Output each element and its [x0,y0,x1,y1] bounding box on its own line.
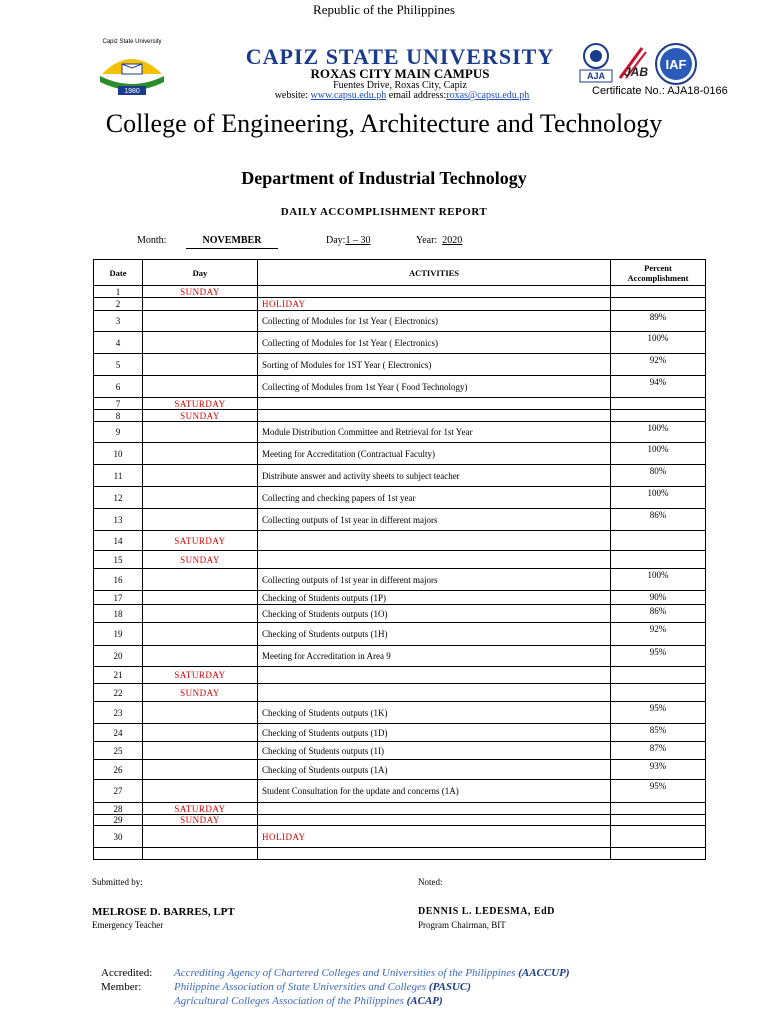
day-cell [143,760,258,780]
percent-cell: 100% [611,487,706,509]
day-cell [143,826,258,848]
campus-address: Fuentes Drive, Roxas City, Capiz [333,80,467,91]
day-cell [143,569,258,591]
university-seal-logo [96,34,168,96]
date-cell: 30 [94,826,143,848]
activity-cell: Collecting of Modules from 1st Year ( Food Technology) [258,376,611,398]
percent-cell: 85% [611,724,706,742]
activity-cell: Meeting for Accreditation in Area 9 [258,646,611,667]
table-header-row [94,260,706,286]
date-cell: 4 [94,332,143,354]
percent-cell [611,531,706,551]
table-row [94,702,706,724]
activity-cell [258,286,611,298]
table-row [94,848,706,860]
date-cell: 1 [94,286,143,298]
percent-cell: 95% [611,646,706,667]
percent-cell [611,815,706,826]
percent-cell: 89% [611,311,706,332]
activity-cell: Checking of Students outputs (1I) [258,742,611,760]
percent-cell [611,826,706,848]
day-cell [143,702,258,724]
day-cell: SUNDAY [143,551,258,569]
percent-cell: 87% [611,742,706,760]
table-row [94,623,706,646]
date-cell: 19 [94,623,143,646]
date-cell: 27 [94,780,143,803]
activity-cell [258,684,611,702]
activity-cell: Checking of Students outputs (1H) [258,623,611,646]
date-cell: 16 [94,569,143,591]
activity-cell: Checking of Students outputs (1D) [258,724,611,742]
date-cell: 20 [94,646,143,667]
day-cell: SUNDAY [143,815,258,826]
date-cell: 18 [94,605,143,623]
percent-cell: 100% [611,443,706,465]
day-cell [143,646,258,667]
activity-cell: HOLIDAY [258,298,611,311]
percent-cell: 90% [611,591,706,605]
date-cell: 23 [94,702,143,724]
activity-cell: Module Distribution Committee and Retrieval for 1st Year [258,422,611,443]
day-cell [143,465,258,487]
month-value: NOVEMBER [186,235,278,249]
date-cell: 14 [94,531,143,551]
affiliation-acap: Agricultural Colleges Association of the Philippines (ACAP) [174,995,443,1007]
table-row [94,591,706,605]
svg-text:AJA: AJA [586,71,606,81]
date-cell: 28 [94,803,143,815]
activity-cell [258,531,611,551]
percent-cell: 95% [611,702,706,724]
day-cell [143,332,258,354]
day-cell: SUNDAY [143,410,258,422]
activity-cell [258,410,611,422]
header-date: Date [94,260,143,286]
member-label: Member: [101,981,142,993]
activity-cell: Collecting outputs of 1st year in different majors [258,509,611,531]
day-cell: SATURDAY [143,803,258,815]
svg-text:1980: 1980 [124,88,140,95]
contact-line [222,90,582,101]
submitter-role: Emergency Teacher [92,920,164,930]
activity-cell: Checking of Students outputs (1O) [258,605,611,623]
date-cell: 25 [94,742,143,760]
table-row [94,509,706,531]
table-row [94,332,706,354]
day-cell [143,422,258,443]
activity-cell: Collecting of Modules for 1st Year ( Electronics) [258,311,611,332]
table-row [94,376,706,398]
noter-name: DENNIS L. LEDESMA, EdD [418,906,555,917]
activity-cell: Checking of Students outputs (1A) [258,760,611,780]
day-cell [143,443,258,465]
aja-logo [576,42,616,84]
day-cell [143,509,258,531]
percent-cell: 80% [611,465,706,487]
table-row [94,465,706,487]
svg-text:JAB: JAB [623,65,649,79]
activity-cell: Meeting for Accreditation (Contractual Faculty) [258,443,611,465]
percent-cell: 86% [611,605,706,623]
day-cell [143,311,258,332]
activity-cell [258,551,611,569]
table-row [94,724,706,742]
date-cell: 11 [94,465,143,487]
activity-cell: Sorting of Modules for 1ST Year ( Electronics) [258,354,611,376]
percent-cell: 100% [611,422,706,443]
table-row [94,354,706,376]
table-row [94,815,706,826]
certificate-number: Certificate No.: AJA18-0166 [592,85,728,97]
header-day: Day [143,260,258,286]
table-row [94,422,706,443]
day-cell [143,742,258,760]
date-cell: 21 [94,667,143,684]
day-cell: SUNDAY [143,684,258,702]
percent-cell [611,286,706,298]
day-cell [143,605,258,623]
table-row [94,667,706,684]
svg-text:Capiz State University: Capiz State University [102,39,162,45]
table-row [94,298,706,311]
submitter-name: MELROSE D. BARRES, LPT [92,906,235,918]
day-cell: SATURDAY [143,667,258,684]
accredited-label: Accredited: [101,967,153,979]
activity-cell: Checking of Students outputs (1K) [258,702,611,724]
table-row [94,398,706,410]
activity-cell [258,848,611,860]
table-row [94,487,706,509]
day-cell [143,848,258,860]
day-cell [143,623,258,646]
date-cell: 13 [94,509,143,531]
affiliation-aaccup: Accrediting Agency of Chartered Colleges and Universities of the Philippines (AACCUP) [174,967,570,979]
activity-cell: Checking of Students outputs (1P) [258,591,611,605]
percent-cell: 86% [611,509,706,531]
date-cell: 17 [94,591,143,605]
date-cell: 10 [94,443,143,465]
date-cell: 22 [94,684,143,702]
university-name: CAPIZ STATE UNIVERSITY [245,44,555,69]
percent-cell: 95% [611,780,706,803]
department-title: Department of Industrial Technology [241,168,527,188]
day-cell [143,376,258,398]
jab-logo [616,44,650,82]
activity-cell: Collecting outputs of 1st year in different majors [258,569,611,591]
table-row [94,531,706,551]
month-label: Month: [137,235,167,246]
republic-line: Republic of the Philippines [313,2,455,17]
percent-cell [611,803,706,815]
day-cell [143,354,258,376]
table-row [94,311,706,332]
noted-label: Noted: [418,877,443,887]
date-cell: 6 [94,376,143,398]
percent-cell: 92% [611,623,706,646]
table-row [94,605,706,623]
table-body [94,286,706,860]
date-cell: 9 [94,422,143,443]
report-title: DAILY ACCOMPLISHMENT REPORT [280,206,488,218]
table-row [94,569,706,591]
campus-name: ROXAS CITY MAIN CAMPUS [310,66,490,81]
date-cell: 2 [94,298,143,311]
table-row [94,551,706,569]
iaf-logo [650,42,702,86]
header-percent: Percent Accomplishment [611,260,706,286]
day-cell [143,591,258,605]
date-cell: 26 [94,760,143,780]
day-cell: SUNDAY [143,286,258,298]
email-link[interactable]: roxas@capsu.edu.ph [446,90,530,101]
date-cell: 12 [94,487,143,509]
svg-text:IAF: IAF [665,57,687,72]
website-label: website: [274,90,311,101]
percent-cell [611,298,706,311]
college-title: College of Engineering, Architecture and Technology [105,109,663,138]
date-cell: 7 [94,398,143,410]
date-cell: 5 [94,354,143,376]
table-row [94,826,706,848]
activity-cell [258,667,611,684]
percent-cell [611,410,706,422]
day-cell [143,724,258,742]
year-field: Year: 2020 [416,235,463,246]
activity-cell [258,815,611,826]
date-cell: 3 [94,311,143,332]
day-cell: SATURDAY [143,531,258,551]
table-row [94,742,706,760]
date-cell: 29 [94,815,143,826]
day-cell [143,298,258,311]
activity-cell [258,398,611,410]
day-range: Day:1 – 30 [326,235,371,246]
percent-cell: 100% [611,569,706,591]
percent-cell [611,398,706,410]
date-cell [94,848,143,860]
percent-cell: 100% [611,332,706,354]
table-row [94,410,706,422]
affiliation-pasuc: Philippine Association of State Universities and Colleges (PASUC) [174,981,471,993]
percent-cell: 92% [611,354,706,376]
submitted-by-label: Submitted by: [92,877,143,887]
day-cell [143,487,258,509]
activity-cell: Distribute answer and activity sheets to subject teacher [258,465,611,487]
percent-cell: 94% [611,376,706,398]
date-cell: 8 [94,410,143,422]
table-row [94,760,706,780]
activity-cell: Collecting and checking papers of 1st year [258,487,611,509]
date-cell: 15 [94,551,143,569]
table-row [94,780,706,803]
percent-cell [611,667,706,684]
header-activities: ACTIVITIES [258,260,611,286]
day-cell [143,780,258,803]
percent-cell: 93% [611,760,706,780]
email-label: email address: [386,90,447,101]
date-cell: 24 [94,724,143,742]
activity-cell: HOLIDAY [258,826,611,848]
activity-cell: Student Consultation for the update and concerns (1A) [258,780,611,803]
table-row [94,646,706,667]
activity-cell [258,803,611,815]
percent-cell [611,684,706,702]
day-cell: SATURDAY [143,398,258,410]
website-link[interactable]: www.capsu.edu.ph [310,90,387,101]
table-row [94,286,706,298]
percent-cell [611,848,706,860]
activity-cell: Collecting of Modules for 1st Year ( Electronics) [258,332,611,354]
percent-cell [611,551,706,569]
table-row [94,443,706,465]
table-row [94,803,706,815]
accomplishment-table [93,259,706,860]
table-row [94,684,706,702]
noter-role: Program Chairman, BIT [418,920,506,930]
